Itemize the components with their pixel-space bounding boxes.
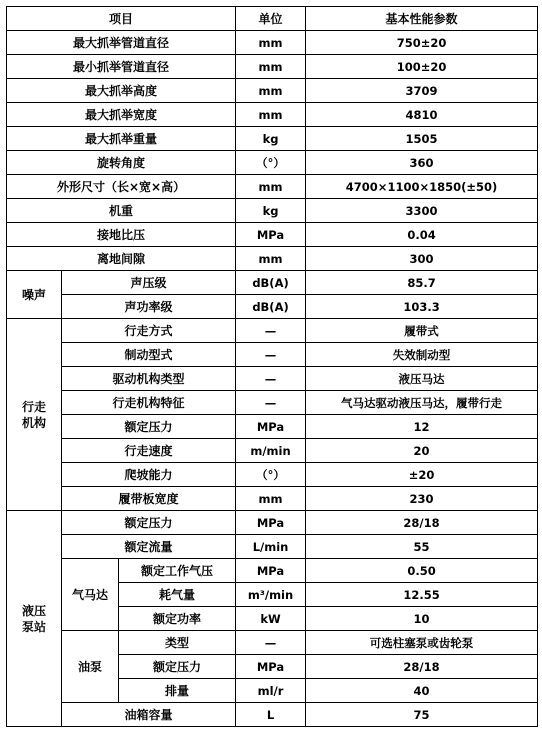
row-value: 103.3 (306, 295, 538, 319)
group-noise: 噪声 (7, 271, 62, 319)
table-row (7, 103, 538, 127)
row-unit: kW (236, 607, 306, 631)
row-value: 55 (306, 535, 538, 559)
table-row (7, 199, 538, 223)
row-label: 接地比压 (7, 223, 236, 247)
row-value: 液压马达 (306, 367, 538, 391)
group-hydraulic: 液压泵站 (7, 511, 62, 727)
table-row (7, 463, 538, 487)
row-unit: MPa (236, 511, 306, 535)
row-unit: mm (236, 55, 306, 79)
row-unit: MPa (236, 415, 306, 439)
header-item: 项目 (7, 7, 236, 31)
row-value: 750±20 (306, 31, 538, 55)
table-row (7, 631, 538, 655)
table-row (7, 415, 538, 439)
row-unit: dB(A) (236, 271, 306, 295)
row-unit: kg (236, 199, 306, 223)
row-label: 最大抓举管道直径 (7, 31, 236, 55)
row-value: 4810 (306, 103, 538, 127)
table-row (7, 391, 538, 415)
row-unit: — (236, 319, 306, 343)
row-value: 360 (306, 151, 538, 175)
row-label: 最大抓举重量 (7, 127, 236, 151)
table-row (7, 151, 538, 175)
row-value: 4700×1100×1850(±50) (306, 175, 538, 199)
row-unit: dB(A) (236, 295, 306, 319)
row-value: 可选柱塞泵或齿轮泵 (306, 631, 538, 655)
row-unit: L/min (236, 535, 306, 559)
row-label: 外形尺寸（长×宽×高） (7, 175, 236, 199)
table-row (7, 247, 538, 271)
row-unit: ml/r (236, 679, 306, 703)
row-unit: — (236, 343, 306, 367)
row-label: 额定功率 (119, 607, 236, 631)
table-row (7, 79, 538, 103)
table-row (7, 535, 538, 559)
row-unit: — (236, 391, 306, 415)
row-value: 履带式 (306, 319, 538, 343)
row-value: 40 (306, 679, 538, 703)
table-row (7, 487, 538, 511)
table-row (7, 175, 538, 199)
row-unit: MPa (236, 559, 306, 583)
row-value: 28/18 (306, 655, 538, 679)
row-label: 油箱容量 (62, 703, 236, 727)
row-unit: m³/min (236, 583, 306, 607)
table-row (7, 343, 538, 367)
table-row (7, 559, 538, 583)
table-row (7, 55, 538, 79)
row-value: 失效制动型 (306, 343, 538, 367)
row-unit: L (236, 703, 306, 727)
row-label: 制动型式 (62, 343, 236, 367)
table-row (7, 31, 538, 55)
table-row (7, 511, 538, 535)
row-value: 0.50 (306, 559, 538, 583)
row-label: 声压级 (62, 271, 236, 295)
row-label: 爬坡能力 (62, 463, 236, 487)
row-label: 额定工作气压 (119, 559, 236, 583)
row-unit: （°） (236, 151, 306, 175)
row-label: 履带板宽度 (62, 487, 236, 511)
row-value: 12.55 (306, 583, 538, 607)
row-label: 耗气量 (119, 583, 236, 607)
table-row (7, 127, 538, 151)
row-unit: mm (236, 79, 306, 103)
row-label: 驱动机构类型 (62, 367, 236, 391)
header-row (7, 7, 538, 31)
row-unit: kg (236, 127, 306, 151)
row-label: 额定压力 (119, 655, 236, 679)
row-unit: mm (236, 31, 306, 55)
row-label: 行走机构特征 (62, 391, 236, 415)
row-label: 额定压力 (62, 511, 236, 535)
row-label: 最大抓举宽度 (7, 103, 236, 127)
subgroup-air-motor: 气马达 (62, 559, 119, 631)
row-value: 气马达驱动液压马达，履带行走 (306, 391, 538, 415)
row-unit: m/min (236, 439, 306, 463)
header-unit: 单位 (236, 7, 306, 31)
row-unit: mm (236, 487, 306, 511)
row-label: 离地间隙 (7, 247, 236, 271)
table-row (7, 367, 538, 391)
row-value: 1505 (306, 127, 538, 151)
row-value: 28/18 (306, 511, 538, 535)
spec-table (6, 6, 538, 727)
row-label: 行走速度 (62, 439, 236, 463)
row-value: ±20 (306, 463, 538, 487)
table-row (7, 223, 538, 247)
row-label: 最小抓举管道直径 (7, 55, 236, 79)
row-label: 排量 (119, 679, 236, 703)
row-value: 3709 (306, 79, 538, 103)
row-label: 机重 (7, 199, 236, 223)
row-unit: MPa (236, 223, 306, 247)
row-value: 0.04 (306, 223, 538, 247)
row-unit: — (236, 367, 306, 391)
row-label: 旋转角度 (7, 151, 236, 175)
row-value: 100±20 (306, 55, 538, 79)
table-row (7, 319, 538, 343)
row-value: 20 (306, 439, 538, 463)
row-unit: mm (236, 103, 306, 127)
table-row (7, 439, 538, 463)
row-value: 3300 (306, 199, 538, 223)
row-value: 230 (306, 487, 538, 511)
row-value: 12 (306, 415, 538, 439)
row-label: 类型 (119, 631, 236, 655)
row-label: 最大抓举高度 (7, 79, 236, 103)
row-value: 85.7 (306, 271, 538, 295)
row-unit: （°） (236, 463, 306, 487)
table-row (7, 271, 538, 295)
row-unit: — (236, 631, 306, 655)
table-row (7, 295, 538, 319)
group-travel: 行走机构 (7, 319, 62, 511)
row-unit: MPa (236, 655, 306, 679)
row-label: 额定流量 (62, 535, 236, 559)
table-row (7, 703, 538, 727)
row-value: 300 (306, 247, 538, 271)
subgroup-oil-pump: 油泵 (62, 631, 119, 703)
row-value: 10 (306, 607, 538, 631)
row-unit: mm (236, 247, 306, 271)
row-value: 75 (306, 703, 538, 727)
row-label: 声功率级 (62, 295, 236, 319)
row-unit: mm (236, 175, 306, 199)
row-label: 行走方式 (62, 319, 236, 343)
row-label: 额定压力 (62, 415, 236, 439)
header-value: 基本性能参数 (306, 7, 538, 31)
